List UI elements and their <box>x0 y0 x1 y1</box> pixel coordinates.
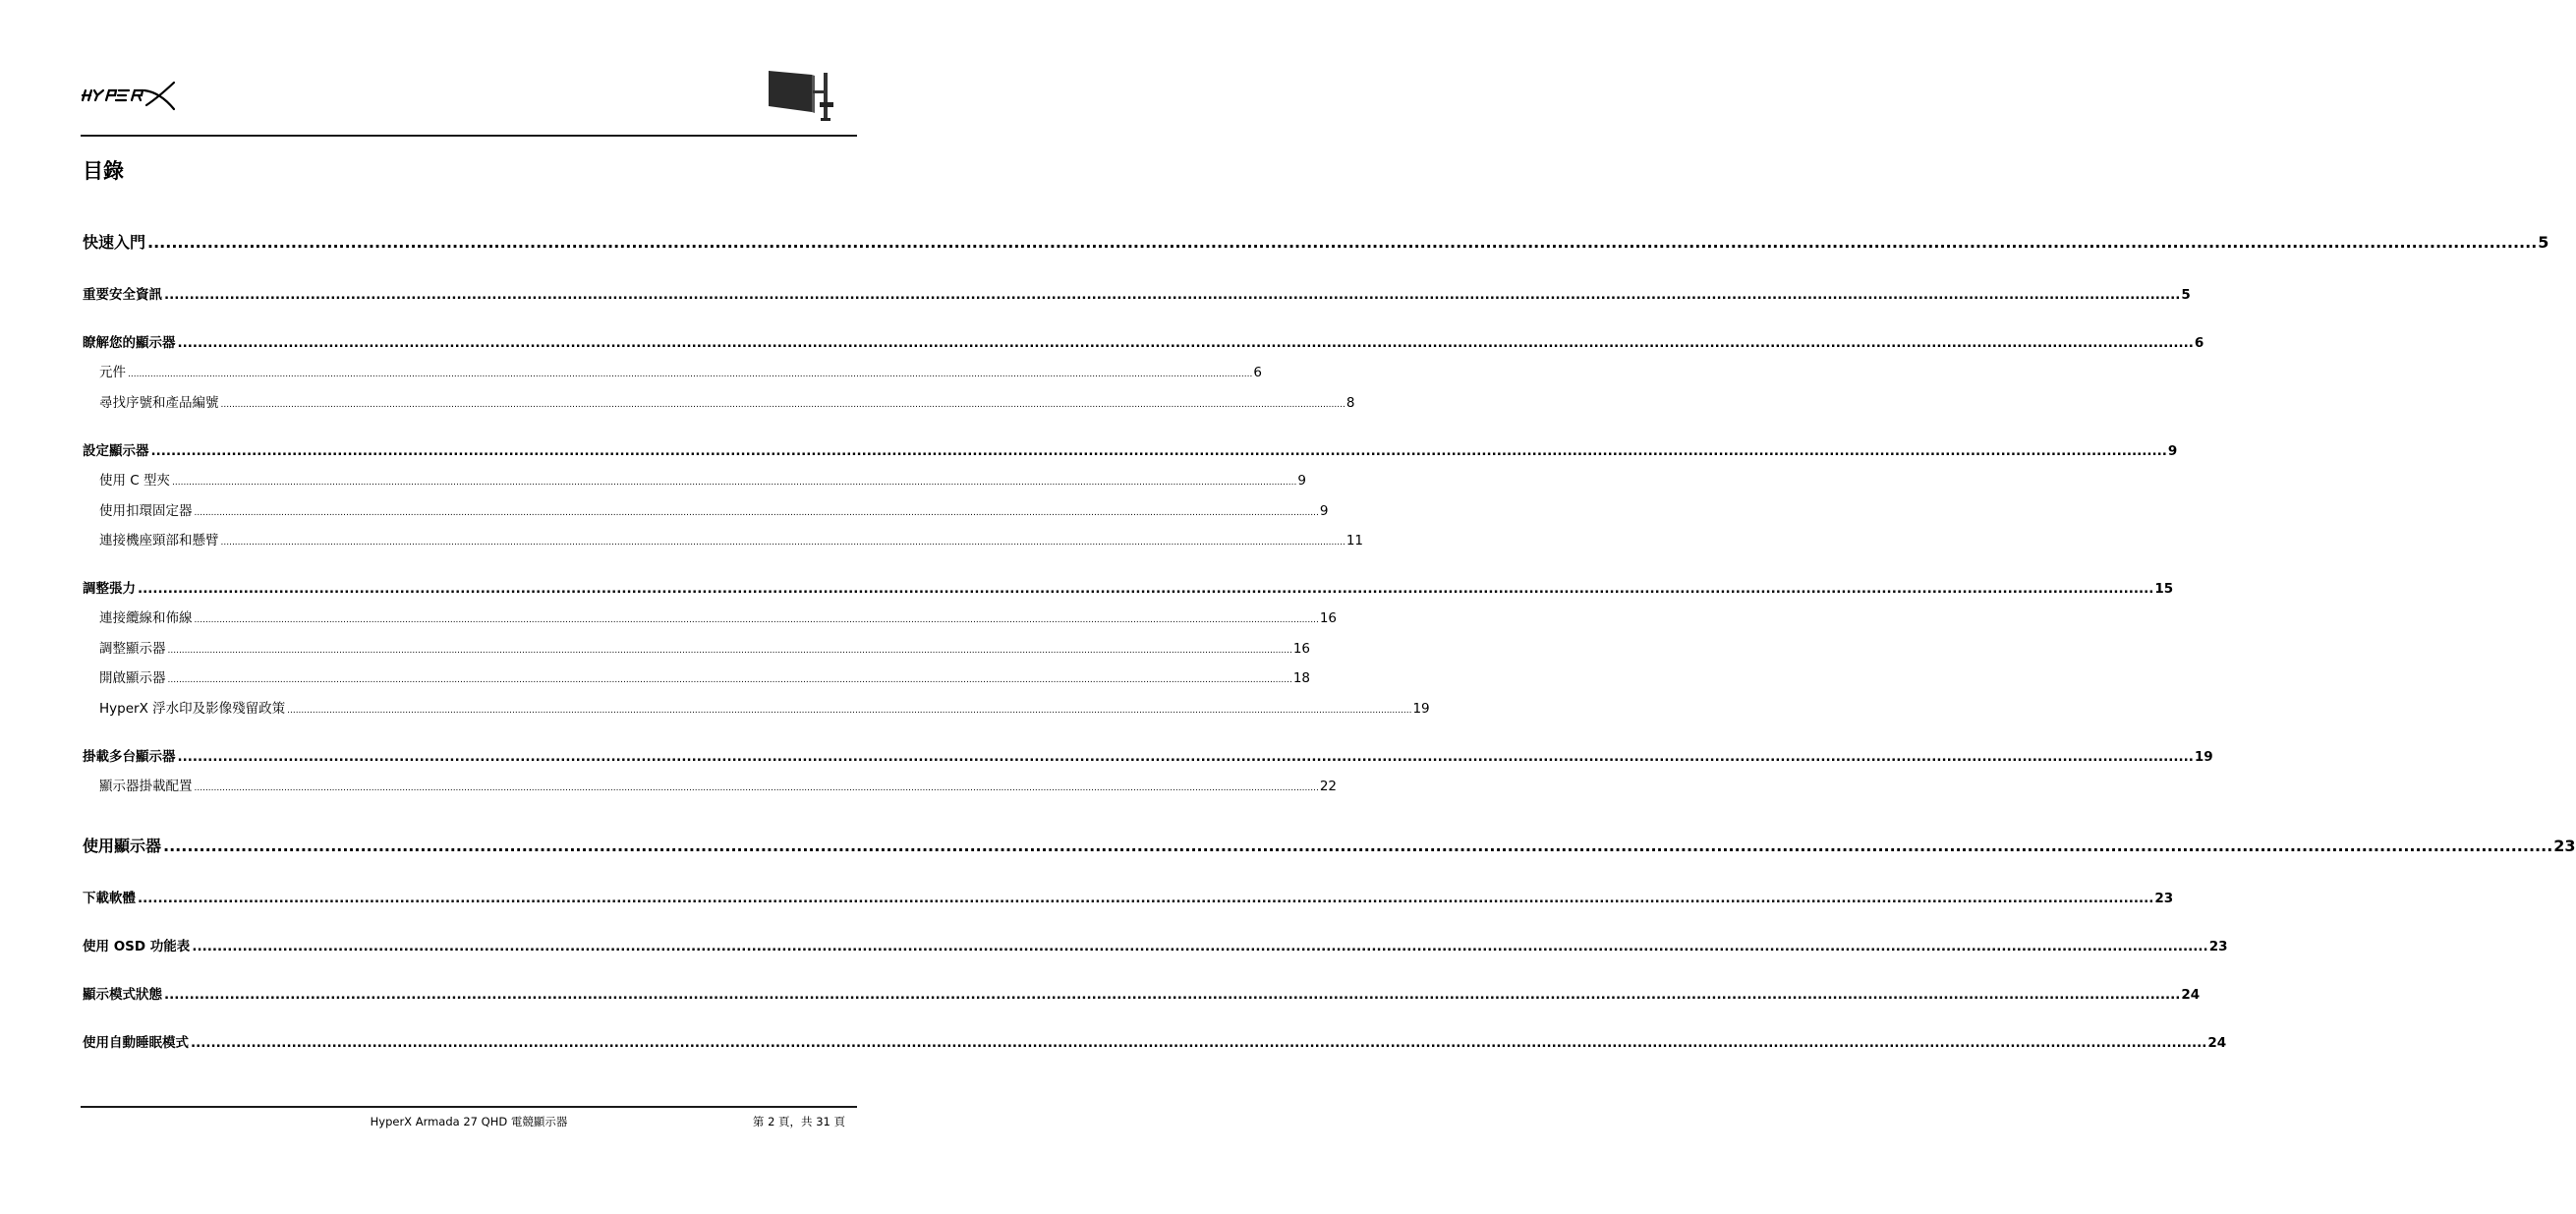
toc-entry-label: 重要安全資訊 <box>83 287 162 303</box>
footer-divider <box>81 1106 857 1108</box>
toc-leader-dots: ................................................................................................................................................................................................................................................................................................................................................................................................................ <box>220 538 1345 548</box>
toc-entry-label: 快速入門 <box>83 233 146 252</box>
toc-entry-page: 23 <box>2553 837 2576 855</box>
toc-entry-label: 使用自動睡眠模式 <box>83 1035 189 1051</box>
toc-entry-label: 使用顯示器 <box>83 837 162 855</box>
toc-entry-label: 尋找序號和產品編號 <box>99 395 219 411</box>
hyperx-logo-icon <box>82 79 180 112</box>
toc-entry[interactable] <box>83 745 2213 765</box>
toc-leader-dots: ................................................................................................................................................................................................................................................................................................................................................................................................................ <box>128 370 1253 379</box>
toc-entry[interactable] <box>99 666 1311 686</box>
toc-entry-label: 設定顯示器 <box>83 443 149 459</box>
header-divider <box>81 135 857 137</box>
toc-entry-page: 5 <box>2181 287 2191 303</box>
toc-leader-dots: ................................................................................................................................................................................................................................................................................................................................................................................................................ <box>138 581 2154 597</box>
toc-leader-dots: ................................................................................................................................................................................................................................................................................................................................................................................................................ <box>138 891 2154 906</box>
toc-leader-dots: ................................................................................................................................................................................................................................................................................................................................................................................................................ <box>164 987 2181 1003</box>
toc-entry-label: 掛載多台顯示器 <box>83 749 176 765</box>
toc-entry-page: 6 <box>2194 335 2204 351</box>
toc-entry-page: 9 <box>1297 473 1306 489</box>
toc-leader-dots: ................................................................................................................................................................................................................................................................................................................................................................................................................ <box>150 443 2167 459</box>
toc-leader-dots: ................................................................................................................................................................................................................................................................................................................................................................................................................ <box>172 478 1297 488</box>
toc-leader-dots: ................................................................................................................................................................................................................................................................................................................................................................................................................ <box>220 400 1345 410</box>
toc-leader-dots: ................................................................................................................................................................................................................................................................................................................................................................................................................ <box>194 783 1319 793</box>
toc-entry-page: 6 <box>1253 365 1262 380</box>
toc-entry[interactable] <box>83 230 2549 253</box>
toc-entry-page: 15 <box>2154 581 2174 597</box>
toc-entry[interactable] <box>83 834 2576 856</box>
toc-entry[interactable] <box>83 331 2204 351</box>
toc-leader-dots: ................................................................................................................................................................................................................................................................................................................................................................................................................ <box>191 1035 2207 1051</box>
toc-entry[interactable] <box>83 1031 2227 1051</box>
toc-entry-label: 元件 <box>99 365 126 380</box>
toc-entry[interactable] <box>83 283 2191 303</box>
toc-entry-page: 5 <box>2538 233 2549 252</box>
toc-leader-dots: ................................................................................................................................................................................................................................................................................................................................................................................................................ <box>163 837 2553 855</box>
toc-entry[interactable] <box>99 607 1338 626</box>
toc-leader-dots: ................................................................................................................................................................................................................................................................................................................................................................................................................ <box>287 706 1412 716</box>
toc-entry[interactable] <box>83 887 2174 906</box>
toc-entry[interactable] <box>83 577 2174 597</box>
toc-entry[interactable] <box>99 637 1311 657</box>
toc-entry[interactable] <box>99 775 1338 794</box>
toc-entry-label: 使用扣環固定器 <box>99 503 193 519</box>
toc-entry[interactable] <box>83 983 2201 1003</box>
toc-entry-label: 調整張力 <box>83 581 136 597</box>
toc-entry-label: 開啟顯示器 <box>99 670 166 686</box>
toc-entry-page: 9 <box>2167 443 2178 459</box>
toc-leader-dots: ................................................................................................................................................................................................................................................................................................................................................................................................................ <box>177 335 2194 351</box>
toc-entry[interactable] <box>83 439 2178 459</box>
toc-entry-page: 16 <box>1292 641 1311 657</box>
toc-entry-page: 22 <box>1319 779 1338 794</box>
toc-entry[interactable] <box>83 935 2228 954</box>
toc-entry[interactable] <box>99 361 1262 380</box>
toc-entry-label: 瞭解您的顯示器 <box>83 335 176 351</box>
toc-leader-dots: ................................................................................................................................................................................................................................................................................................................................................................................................................ <box>192 939 2208 954</box>
toc-entry-page: 11 <box>1345 533 1364 549</box>
toc-entry-label: 下載軟體 <box>83 891 136 906</box>
toc-entry[interactable] <box>99 529 1364 549</box>
toc-entry-page: 24 <box>2181 987 2201 1003</box>
toc-entry-page: 24 <box>2207 1035 2227 1051</box>
toc-entry-page: 23 <box>2208 939 2228 954</box>
toc-entry-label: 使用 C 型夾 <box>99 473 171 489</box>
toc-entry-page: 23 <box>2154 891 2174 906</box>
toc-entry-label: 顯示器掛載配置 <box>99 779 193 794</box>
toc-entry-label: HyperX 浮水印及影像殘留政策 <box>99 701 286 717</box>
toc-entry-page: 9 <box>1319 503 1329 519</box>
toc-entry-label: 調整顯示器 <box>99 641 166 657</box>
toc-entry[interactable] <box>99 697 1430 717</box>
toc-entry-page: 16 <box>1319 610 1338 626</box>
toc-leader-dots: ................................................................................................................................................................................................................................................................................................................................................................................................................ <box>177 749 2194 765</box>
toc-leader-dots: ................................................................................................................................................................................................................................................................................................................................................................................................................ <box>147 233 2538 252</box>
toc-entry-label: 使用 OSD 功能表 <box>83 939 191 954</box>
toc-leader-dots: ................................................................................................................................................................................................................................................................................................................................................................................................................ <box>194 508 1319 518</box>
toc-leader-dots: ................................................................................................................................................................................................................................................................................................................................................................................................................ <box>167 646 1292 656</box>
toc-entry-page: 8 <box>1345 395 1355 411</box>
footer-document-title: HyperX Armada 27 QHD 電競顯示器 <box>370 1115 568 1128</box>
footer-page-number: 第 2 頁，共 31 頁 <box>752 1115 845 1128</box>
monitor-arm-icon <box>765 69 841 124</box>
toc-leader-dots: ................................................................................................................................................................................................................................................................................................................................................................................................................ <box>164 287 2181 303</box>
page-title: 目錄 <box>83 159 124 183</box>
toc-leader-dots: ................................................................................................................................................................................................................................................................................................................................................................................................................ <box>167 675 1292 685</box>
toc-entry-page: 19 <box>2194 749 2213 765</box>
toc-entry-label: 連接機座頸部和懸臂 <box>99 533 219 549</box>
toc-entry-page: 19 <box>1412 701 1430 717</box>
toc-entry-label: 連接纜線和佈線 <box>99 610 193 626</box>
toc-entry[interactable] <box>99 499 1329 519</box>
toc-entry-label: 顯示模式狀態 <box>83 987 162 1003</box>
toc-entry[interactable] <box>99 391 1355 411</box>
toc-leader-dots: ................................................................................................................................................................................................................................................................................................................................................................................................................ <box>194 615 1319 625</box>
toc-entry[interactable] <box>99 469 1306 489</box>
toc-entry-page: 18 <box>1292 670 1311 686</box>
